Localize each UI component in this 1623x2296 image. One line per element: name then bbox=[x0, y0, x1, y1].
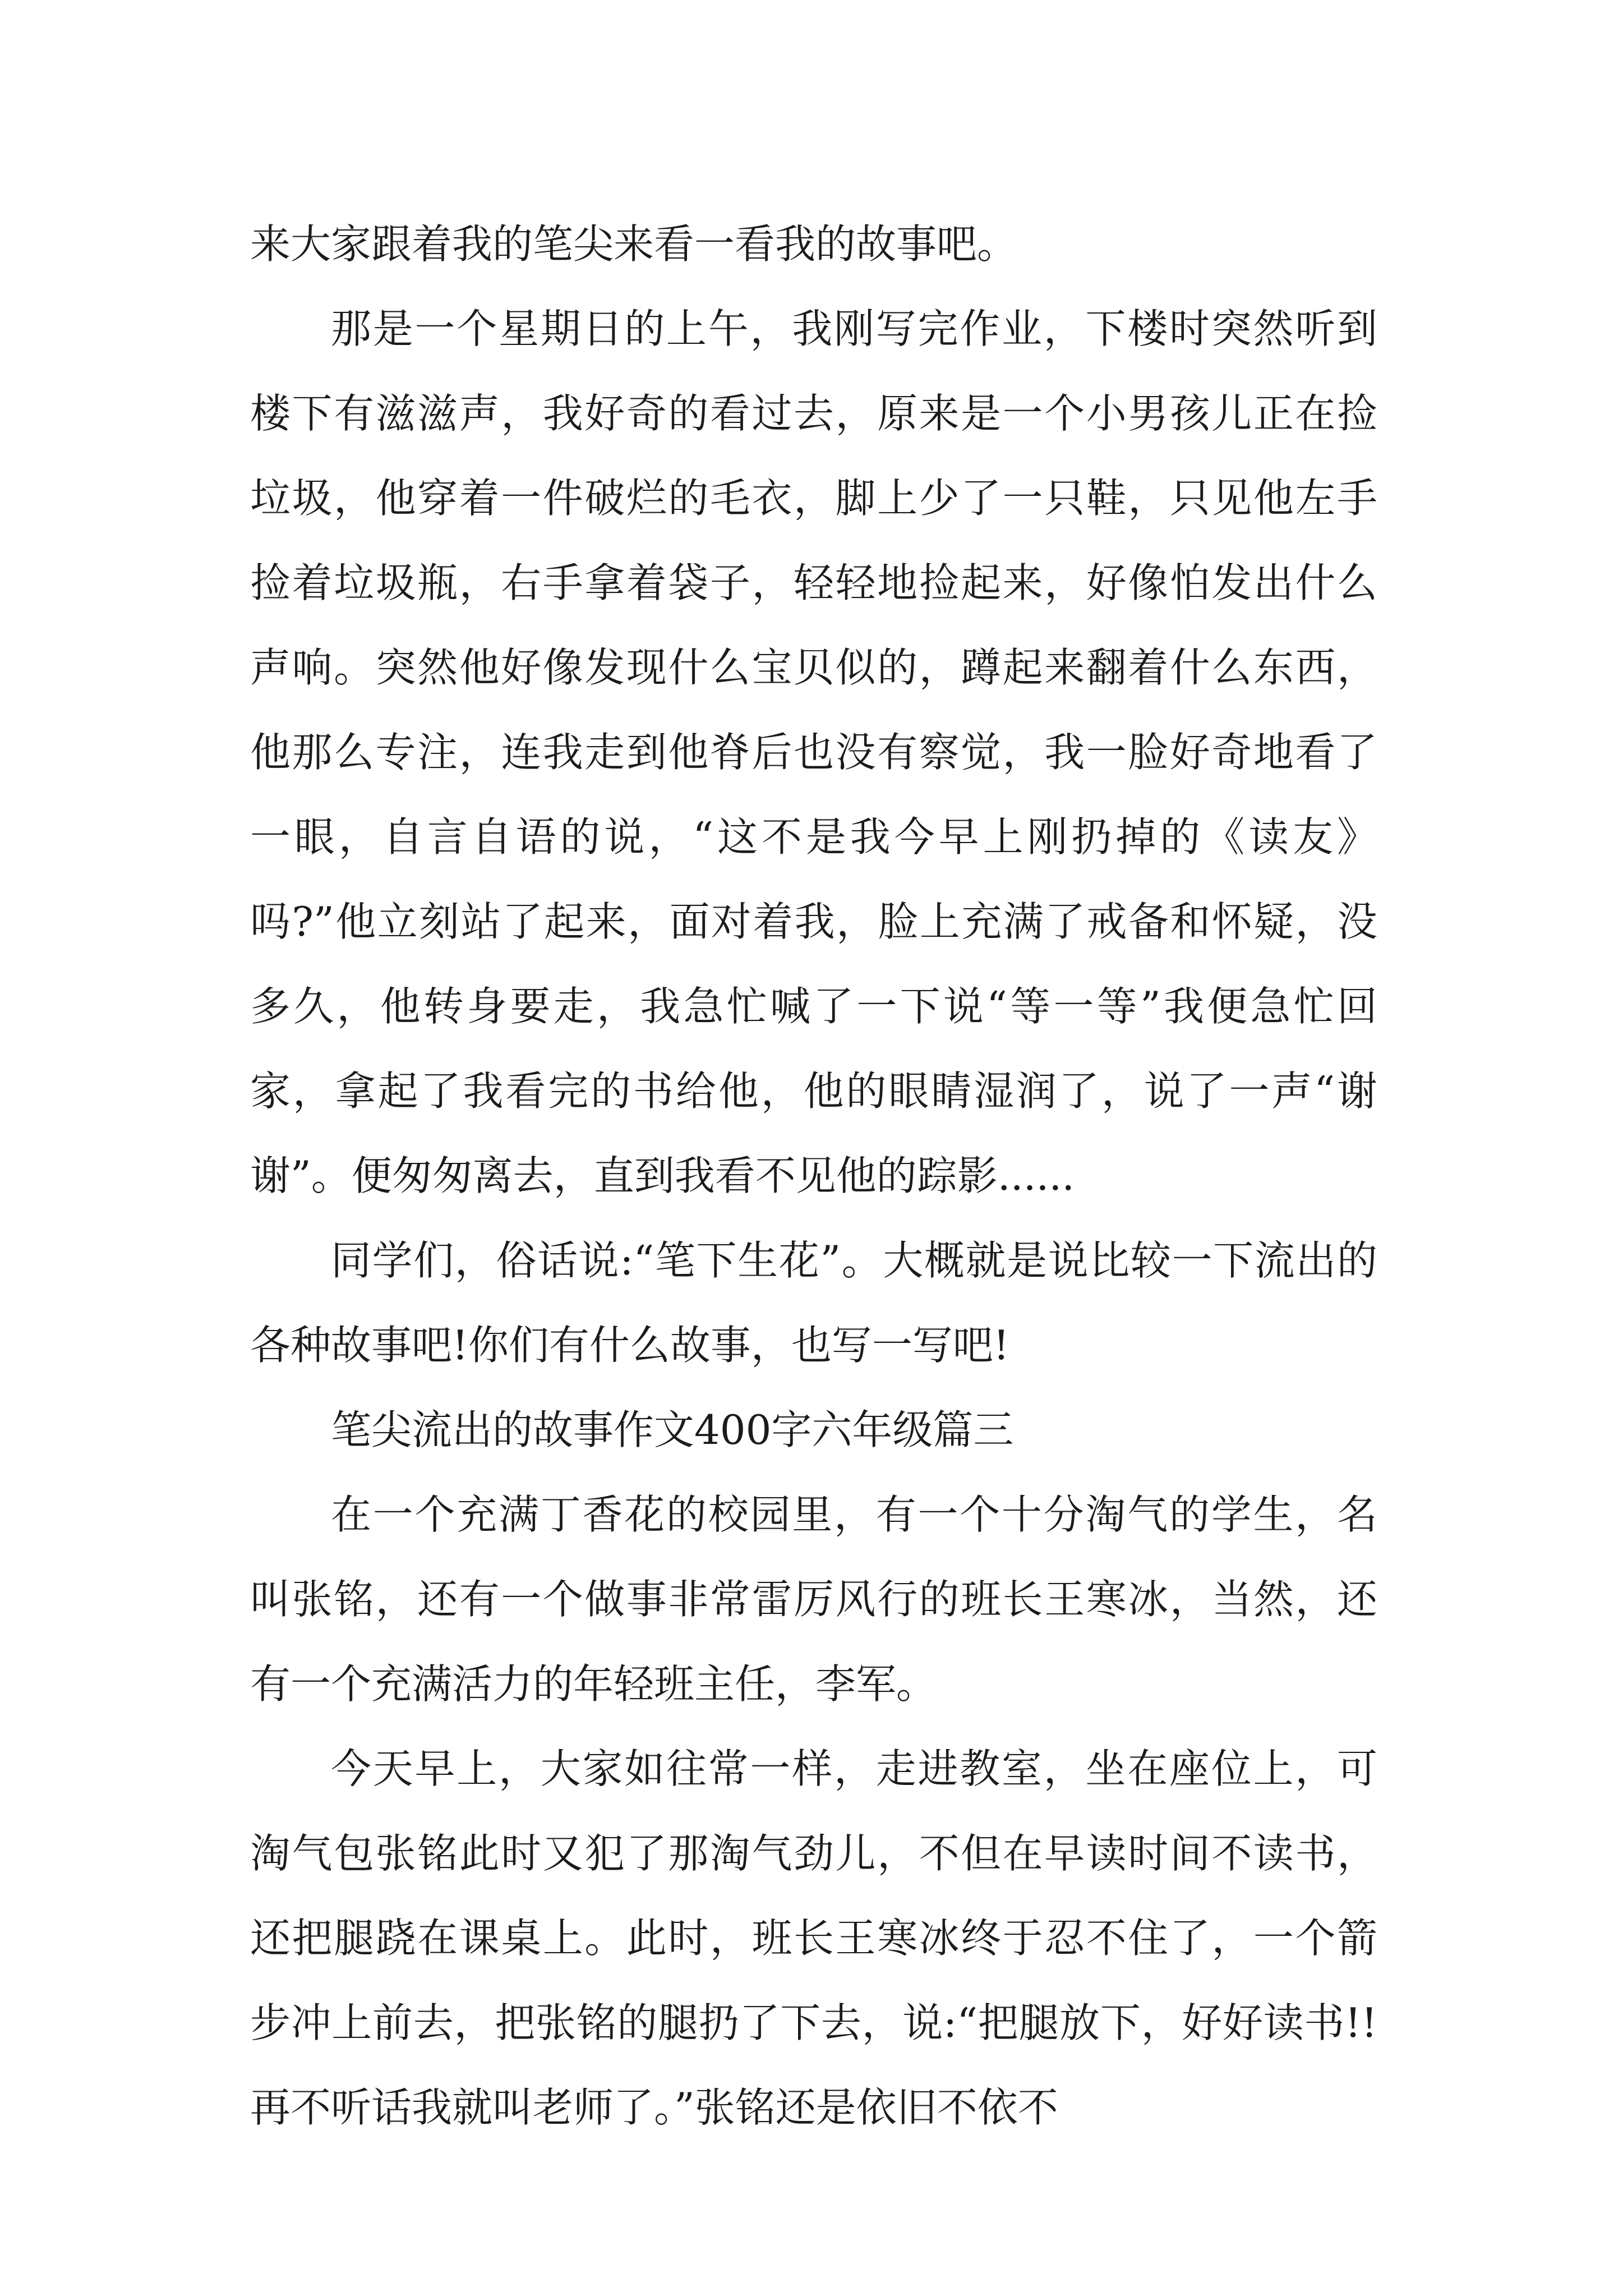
document-body bbox=[250, 202, 1377, 2150]
paragraph-4: 在一个充满丁香花的校园里，有一个十分淘气的学生，名叫张铭，还有一个做事非常雷厉风行的班长王寒冰，当然，还有一个充满活力的年轻班主任，李军。 bbox=[250, 1491, 1377, 1708]
paragraph-3: 同学们，俗话说:“笔下生花”。大概就是说比较一下流出的各种故事吧!你们有什么故事，也写一写吧! bbox=[250, 1237, 1377, 1369]
paragraph-5: 今天早上，大家如往常一样，走进教室，坐在座位上，可淘气包张铭此时又犯了那淘气劲儿，不但在早读时间不读书，还把腿跷在课桌上。此时，班长王寒冰终于忍不住了，一个箭步冲上前去，把张铭的腿扔了下去，说:“把腿放下，好好读书!!再不听话我就叫老师了。”张铭还是依旧不依不 bbox=[250, 1745, 1377, 2131]
section-heading: 笔尖流出的故事作文400字六年级篇三 bbox=[331, 1406, 1014, 1453]
paragraph-2: 那是一个星期日的上午，我刚写完作业，下楼时突然听到楼下有滋滋声，我好奇的看过去，原来是一个小男孩儿正在捡垃圾，他穿着一件破烂的毛衣，脚上少了一只鞋，只见他左手捡着垃圾瓶，右手拿着袋子，轻轻地捡起来，好像怕发出什么声响。突然他好像发现什么宝贝似的，蹲起来翻着什么东西，他那么专注，连我走到他脊后也没有察觉，我一脸好奇地看了一眼，自言自语的说，“这不是我今早上刚扔掉的《读友》吗?”他立刻站了起来，面对着我，脸上充满了戒备和怀疑，没多久，他转身要走，我急忙喊了一下说“等一等”我便急忙回家，拿起了我看完的书给他，他的眼睛湿润了，说了一声“谢谢”。便匆匆离去，直到我看不见他的踪影...... bbox=[250, 305, 1377, 1199]
paragraph-1: 来大家跟着我的笔尖来看一看我的故事吧。 bbox=[250, 220, 1018, 268]
